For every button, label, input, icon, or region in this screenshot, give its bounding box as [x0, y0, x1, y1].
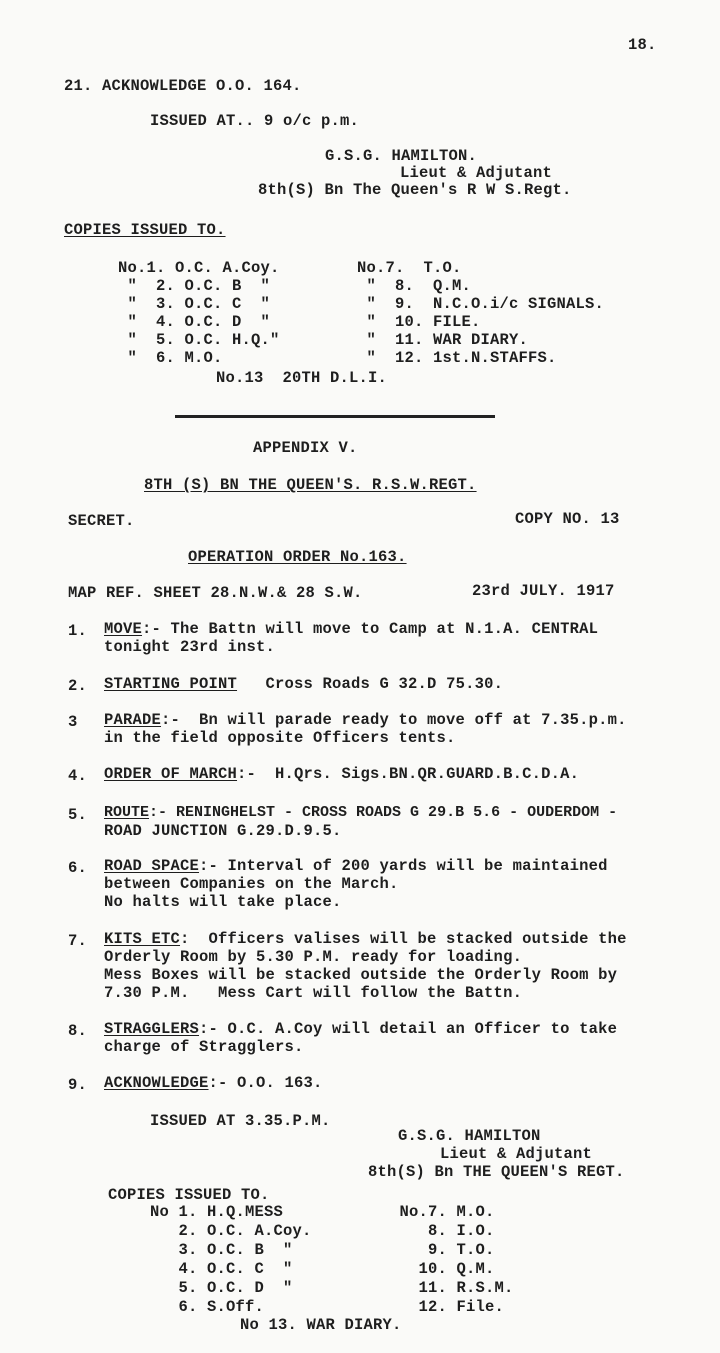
item-number: 9.: [68, 1076, 88, 1094]
copy-item: 10. Q.M.: [390, 1260, 495, 1278]
copy-item: " 2. O.C. B ": [118, 277, 271, 295]
item-text: :- O.O. 163.: [208, 1074, 323, 1092]
signature-unit: 8th(S) Bn THE QUEEN'S REGT.: [368, 1163, 625, 1181]
signature-unit: 8th(S) Bn The Queen's R W S.Regt.: [258, 181, 572, 199]
copy-item: " 9. N.C.O.i/c SIGNALS.: [357, 295, 605, 313]
copies-heading: COPIES ISSUED TO.: [108, 1186, 270, 1204]
acknowledge-line: 21. ACKNOWLEDGE O.O. 164.: [64, 77, 302, 95]
item-text: :- H.Qrs. Sigs.BN.QR.GUARD.B.C.D.A.: [237, 765, 580, 783]
copy-item: No.7. M.O.: [390, 1203, 495, 1221]
item-text: Mess Boxes will be stacked outside the Orderly Room by: [104, 966, 618, 984]
item-text: :- Bn will parade ready to move off at 7.35.p.m.: [161, 711, 627, 729]
item-number: 8.: [68, 1022, 88, 1040]
order-item: [104, 675, 503, 693]
copy-item: 2. O.C. A.Coy.: [150, 1222, 312, 1240]
copy-item: " 8. Q.M.: [357, 277, 472, 295]
copy-item: " 4. O.C. D ": [118, 313, 271, 331]
item-text: :- Interval of 200 yards will be maintained: [199, 857, 608, 875]
item-label: STRAGGLERS: [104, 1020, 200, 1038]
item-label: ACKNOWLEDGE: [104, 1074, 209, 1092]
item-number: 1.: [68, 622, 88, 640]
issued-at: ISSUED AT 3.35.P.M.: [150, 1112, 331, 1130]
order-item: [104, 620, 598, 638]
issued-at: ISSUED AT.. 9 o/c p.m.: [150, 112, 360, 130]
copies-heading: COPIES ISSUED TO.: [64, 221, 226, 239]
item-label: ORDER OF MARCH: [104, 765, 238, 783]
signature-rank: Lieut & Adjutant: [440, 1145, 593, 1163]
copy-number: COPY NO. 13: [515, 510, 620, 528]
item-text: charge of Stragglers.: [104, 1038, 304, 1056]
item-label: ROUTE: [104, 804, 150, 821]
copy-item: " 10. FILE.: [357, 313, 481, 331]
copy-item: 8. I.O.: [390, 1222, 495, 1240]
order-date: 23rd JULY. 1917: [472, 582, 615, 600]
signature-name: G.S.G. HAMILTON: [398, 1127, 541, 1145]
item-text: Cross Roads G 32.D 75.30.: [237, 675, 504, 693]
item-label: ROAD SPACE: [104, 857, 200, 875]
item-number: 7.: [68, 932, 88, 950]
item-text: :- O.C. A.Coy will detail an Officer to take: [199, 1020, 618, 1038]
unit-title: 8TH (S) BN THE QUEEN'S. R.S.W.REGT.: [144, 476, 477, 494]
order-item: [104, 765, 579, 783]
copy-item: 6. S.Off.: [150, 1298, 265, 1316]
copy-item: No.13 20TH D.L.I.: [216, 369, 388, 387]
signature-rank: Lieut & Adjutant: [400, 164, 553, 182]
order-title: OPERATION ORDER No.163.: [188, 548, 407, 566]
item-label: PARADE: [104, 711, 162, 729]
appendix-title: APPENDIX V.: [253, 439, 358, 457]
item-number: 5.: [68, 806, 88, 824]
copy-item: 9. T.O.: [390, 1241, 495, 1259]
order-item: [104, 711, 627, 729]
item-text: Orderly Room by 5.30 P.M. ready for loading.: [104, 948, 523, 966]
item-text: ROAD JUNCTION G.29.D.9.5.: [104, 822, 342, 840]
order-item: [104, 1020, 617, 1038]
copy-item: " 3. O.C. C ": [118, 295, 271, 313]
copy-item: " 6. M.O.: [118, 349, 223, 367]
copy-item: 3. O.C. B ": [150, 1241, 293, 1259]
copy-item: No 1. H.Q.MESS: [150, 1203, 284, 1221]
item-text: in the field opposite Officers tents.: [104, 729, 456, 747]
secret-label: SECRET.: [68, 512, 135, 530]
copy-item: 11. R.S.M.: [390, 1279, 514, 1297]
copy-item: 5. O.C. D ": [150, 1279, 293, 1297]
item-text: :- The Battn will move to Camp at N.1.A. CENTRAL: [142, 620, 599, 638]
copy-item: No.7. T.O.: [357, 259, 462, 277]
item-text: No halts will take place.: [104, 893, 342, 911]
copy-item: " 11. WAR DIARY.: [357, 331, 529, 349]
item-number: 2.: [68, 677, 88, 695]
item-number: 3: [68, 713, 78, 731]
copy-item: No 13. WAR DIARY.: [240, 1316, 402, 1334]
item-text: : Officers valises will be stacked outside the: [180, 930, 627, 948]
separator-rule: [175, 415, 495, 418]
signature-name: G.S.G. HAMILTON.: [325, 147, 478, 165]
item-text: between Companies on the March.: [104, 875, 399, 893]
item-number: 6.: [68, 859, 88, 877]
order-item: [104, 930, 627, 948]
copy-item: " 12. 1st.N.STAFFS.: [357, 349, 557, 367]
item-label: MOVE: [104, 620, 143, 638]
copy-item: No.1. O.C. A.Coy.: [118, 259, 280, 277]
map-reference: MAP REF. SHEET 28.N.W.& 28 S.W.: [68, 584, 363, 602]
item-label: STARTING POINT: [104, 675, 238, 693]
order-item: [104, 804, 617, 822]
item-text: 7.30 P.M. Mess Cart will follow the Battn.: [104, 984, 523, 1002]
item-text: tonight 23rd inst.: [104, 638, 276, 656]
copy-item: " 5. O.C. H.Q.": [118, 331, 280, 349]
item-number: 4.: [68, 767, 88, 785]
item-label: KITS ETC: [104, 930, 181, 948]
item-text: :- RENINGHELST - CROSS ROADS G 29.B 5.6 - OUDERDOM -: [149, 804, 618, 821]
copy-item: 12. File.: [390, 1298, 505, 1316]
page-number: 18.: [628, 36, 657, 54]
order-item: [104, 857, 608, 875]
copy-item: 4. O.C. C ": [150, 1260, 293, 1278]
order-item: [104, 1074, 323, 1092]
